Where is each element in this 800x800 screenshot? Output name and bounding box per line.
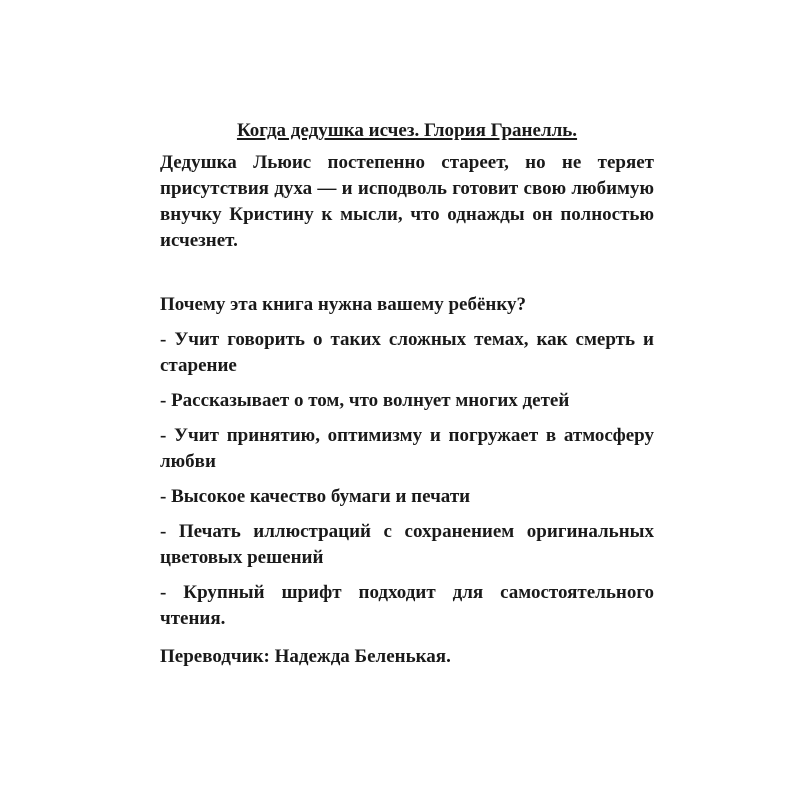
- translator-credit: Переводчик: Надежда Беленькая.: [160, 646, 451, 667]
- book-intro: Дедушка Льюис постепенно стареет, но не теряет присутствия духа — и исподволь готовит свою любимую внучку Кристину к мысли, что однажды он полностью исчезнет.: [160, 152, 654, 251]
- feature-item: - Учит говорить о таких сложных темах, как смерть и старение: [160, 329, 654, 376]
- feature-item: - Высокое качество бумаги и печати: [160, 486, 471, 507]
- feature-item: - Рассказывает о том, что волнует многих детей: [160, 390, 570, 411]
- book-description: [160, 118, 654, 670]
- why-heading: Почему эта книга нужна вашему ребёнку?: [160, 294, 527, 315]
- book-title: Когда дедушка исчез. Глория Гранелль.: [236, 120, 578, 141]
- feature-item: - Печать иллюстраций с сохранением оригинальных цветовых решений: [160, 521, 654, 568]
- feature-item: - Учит принятию, оптимизму и погружает в атмосферу любви: [160, 425, 654, 472]
- feature-item: - Крупный шрифт подходит для самостоятельного чтения.: [160, 582, 654, 629]
